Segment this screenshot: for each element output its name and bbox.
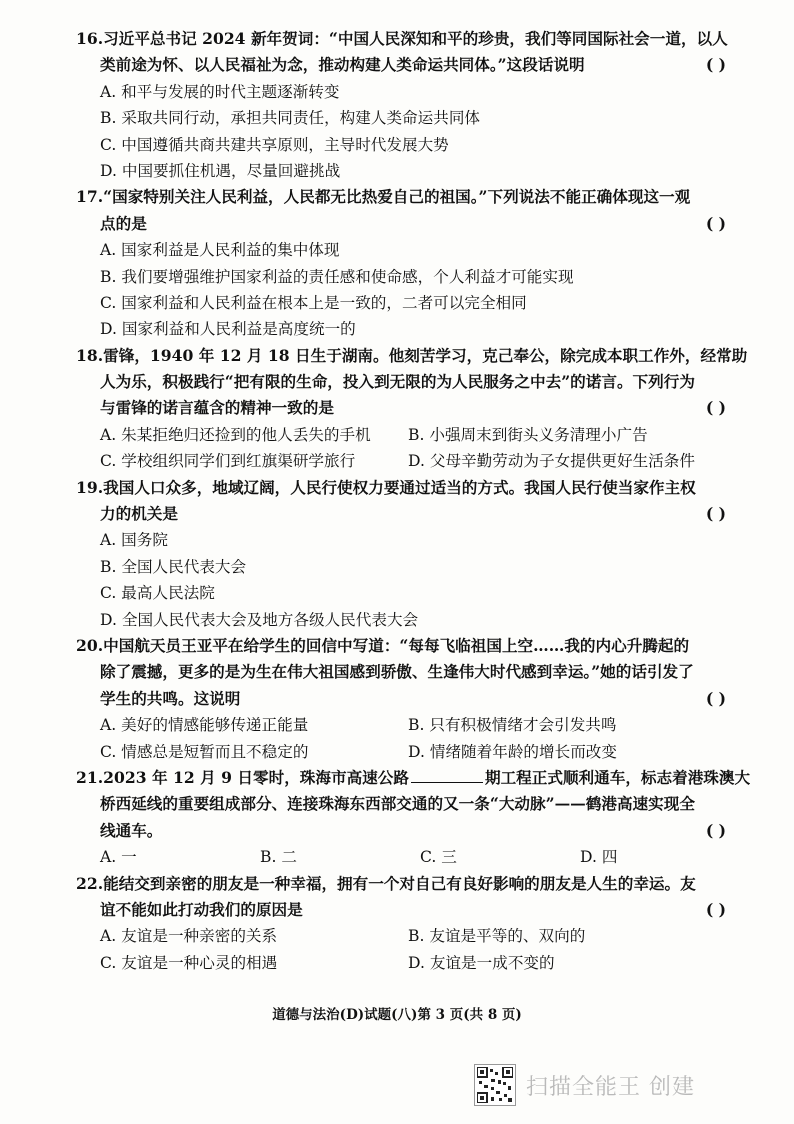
scanner-watermark [474, 1064, 695, 1106]
option-a: A. 国家利益是人民利益的集中体现 [100, 241, 340, 260]
question-17 [76, 184, 740, 342]
option-c: C. 情感总是短暂而且不稳定的 [100, 742, 309, 761]
option-d: D. 国家利益和人民利益是高度统一的 [100, 320, 356, 339]
option-d: D. 中国要抓住机遇，尽量回避挑战 [100, 161, 341, 180]
question-number: 19. [76, 477, 104, 497]
question-stem: 桥西延线的重要组成部分、连接珠海东西部交通的又一条“大动脉”——鹤港高速实现全 [100, 794, 695, 814]
option-c: C. 友谊是一种心灵的相遇 [100, 953, 278, 972]
option-c: C. 学校组织同学们到红旗渠研学旅行 [100, 452, 356, 471]
fill-blank [411, 765, 483, 783]
option-c: C. 最高人民法院 [100, 584, 215, 603]
qr-code-icon [474, 1064, 516, 1106]
question-number: 21. [76, 767, 104, 787]
question-22 [76, 871, 740, 977]
question-21 [76, 765, 751, 871]
answer-bracket: ( ) [705, 504, 726, 524]
question-number: 18. [76, 345, 104, 365]
question-stem: 中国航天员王亚平在给学生的回信中写道：“每每飞临祖国上空……我的内心升腾起的 [103, 635, 690, 655]
question-stem: 期工程正式顺利通车，标志着港珠澳大 [484, 767, 751, 787]
answer-bracket: ( ) [705, 55, 726, 75]
option-d: D. 情绪随着年龄的增长而改变 [408, 742, 617, 761]
question-number: 20. [76, 635, 104, 655]
question-16 [76, 26, 740, 184]
option-a: A. 友谊是一种亲密的关系 [100, 927, 278, 946]
question-number: 16. [76, 29, 104, 48]
watermark-text: 扫描全能王 创建 [526, 1074, 695, 1100]
question-number: 17. [76, 187, 104, 207]
page-footer: 道德与法治(D)试题(八)第 3 页(共 8 页) [272, 1007, 522, 1023]
option-b: B. 只有积极情绪才会引发共鸣 [408, 716, 617, 735]
question-stem: 人为乐，积极践行“把有限的生命，投入到无限的为人民服务之中去”的诺言。下列行为 [100, 372, 695, 392]
question-stem: 点的是 [100, 213, 147, 233]
answer-bracket: ( ) [705, 688, 726, 708]
question-stem: 与雷锋的诺言蕴含的精神一致的是 [100, 398, 334, 418]
option-a: A. 国务院 [100, 531, 168, 550]
question-stem: 我国人口众多，地域辽阔，人民行使权力要通过适当的方式。我国人民行使当家作主权 [103, 477, 696, 497]
question-stem: 雷锋，1940 年 12 月 18 日生于湖南。他刻苦学习，克己奉公，除完成本职工作外，经常助 [103, 345, 748, 365]
question-19 [76, 475, 740, 633]
option-b: B. 我们要增强维护国家利益的责任感和使命感，个人利益才可能实现 [100, 267, 574, 286]
question-stem: 线通车。 [100, 820, 163, 840]
question-stem: 类前途为怀、以人民福祉为念，推动构建人类命运共同体。”这段话说明 [100, 55, 585, 75]
option-b: B. 全国人民代表大会 [100, 557, 247, 576]
option-d: D. 全国人民代表大会及地方各级人民代表大会 [100, 610, 419, 629]
answer-bracket: ( ) [705, 899, 726, 919]
option-b: B. 友谊是平等的、双向的 [408, 927, 586, 946]
question-stem: 学生的共鸣。这说明 [100, 688, 241, 708]
question-number: 22. [76, 873, 104, 893]
option-d: D. 友谊是一成不变的 [408, 953, 555, 972]
option-a: A. 一 [100, 848, 137, 867]
question-stem: “国家特别关注人民利益，人民都无比热爱自己的祖国。”下列说法不能正确体现这一观 [103, 187, 691, 207]
exam-page [76, 26, 751, 976]
option-d: D. 四 [580, 848, 618, 867]
option-b: B. 小强周末到街头义务清理小广告 [408, 425, 648, 444]
option-d: D. 父母辛勤劳动为子女提供更好生活条件 [408, 452, 695, 471]
question-stem: 谊不能如此打动我们的原因是 [100, 899, 303, 919]
question-20 [76, 633, 740, 765]
answer-bracket: ( ) [705, 398, 726, 418]
question-18 [76, 343, 748, 475]
option-a: A. 和平与发展的时代主题逐渐转变 [100, 82, 340, 101]
question-stem: 除了震撼，更多的是为生在伟大祖国感到骄傲、生逢伟大时代感到幸运。”她的话引发了 [100, 662, 694, 682]
question-stem: 能结交到亲密的朋友是一种幸福，拥有一个对自己有良好影响的朋友是人生的幸运。友 [103, 873, 696, 893]
option-a: A. 朱某拒绝归还捡到的他人丢失的手机 [100, 425, 371, 444]
answer-bracket: ( ) [705, 213, 726, 233]
option-a: A. 美好的情感能够传递正能量 [100, 716, 309, 735]
question-stem: 习近平总书记 2024 新年贺词：“中国人民深知和平的珍贵，我们等同国际社会一道，以人 [103, 29, 728, 48]
option-b: B. 二 [260, 848, 297, 867]
option-b: B. 采取共同行动，承担共同责任，构建人类命运共同体 [100, 109, 481, 128]
question-stem: 2023 年 12 月 9 日零时，珠海市高速公路 [103, 767, 409, 787]
option-c: C. 中国遵循共商共建共享原则，主导时代发展大势 [100, 135, 449, 154]
answer-bracket: ( ) [705, 820, 726, 840]
option-c: C. 三 [420, 848, 457, 867]
question-stem: 力的机关是 [100, 504, 178, 524]
option-c: C. 国家利益和人民利益在根本上是一致的，二者可以完全相同 [100, 293, 527, 312]
